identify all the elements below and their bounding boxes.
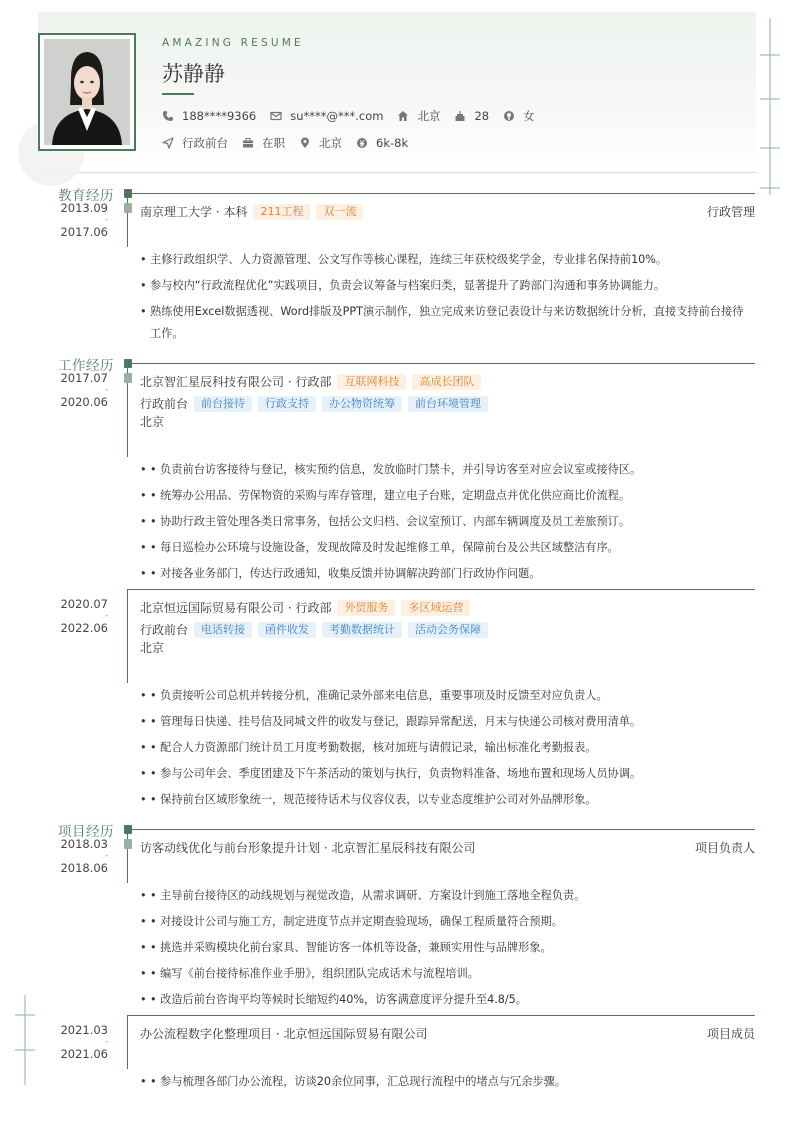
company-header (140, 599, 470, 616)
list-item: • • 协助行政主管处理各类日常事务，包括公文归档、会议室预订、内部车辆调度及员工差旅预订。 (140, 515, 631, 528)
email-item (270, 109, 383, 123)
salary-item (356, 136, 408, 150)
role-row (140, 395, 488, 412)
entry-divider (127, 1015, 755, 1016)
project-name: 办公流程数字化整理项目 · 北京恒远国际贸易有限公司 (140, 1027, 428, 1041)
major: 行政管理 (706, 205, 755, 219)
contact-info-row (162, 108, 549, 124)
date-dash: - (105, 611, 108, 620)
end-date: 2022.06 (60, 621, 108, 635)
company-name: 北京恒远国际贸易有限公司 · 行政部 (140, 601, 332, 615)
brand-text: AMAZING RESUME (162, 37, 304, 49)
entry-divider (127, 589, 755, 590)
start-date: 2018.03 (60, 837, 108, 851)
briefcase-icon (242, 137, 254, 149)
timeline-line (127, 1015, 128, 1069)
tag-badge: 高成长团队 (412, 374, 481, 390)
phone-text: 188****9366 (182, 109, 257, 123)
skill-badge: 考勤数据统计 (322, 622, 402, 638)
start-date: 2020.07 (60, 597, 108, 611)
skill-badge: 前台接待 (194, 396, 252, 412)
list-item: • • 配合人力资源部门统计员工月度考勤数据，核对加班与请假记录，输出标准化考勤报表。 (140, 741, 597, 754)
money-icon (356, 137, 368, 149)
list-item: • • 管理每日快递、挂号信及同城文件的收发与登记，跟踪异常配送，月末与快递公司核对费用清单。 (140, 715, 642, 728)
start-date: 2013.09 (60, 201, 108, 215)
skill-badge: 函件收发 (258, 622, 316, 638)
profile-photo-frame (38, 33, 136, 151)
status-text: 在职 (262, 136, 285, 150)
start-date: 2021.03 (60, 1023, 108, 1037)
school-header (140, 203, 363, 220)
end-date: 2018.06 (60, 861, 108, 875)
timeline-node (124, 203, 132, 213)
date-dash: - (105, 215, 108, 224)
city-item (299, 135, 342, 151)
city-text: 北京 (319, 136, 342, 150)
position-text: 行政前台 (182, 136, 228, 150)
project-role: 项目成员 (706, 1027, 755, 1041)
mail-icon (270, 110, 282, 122)
section-divider (127, 193, 755, 194)
name-underline (162, 93, 194, 95)
right-decorative-lines (760, 0, 790, 210)
tag-badge: 双一流 (316, 204, 363, 220)
timeline-line (127, 829, 128, 883)
position-item (162, 135, 228, 151)
skill-badge: 前台环境管理 (408, 396, 488, 412)
end-date: 2017.06 (60, 225, 108, 239)
timeline-line (127, 193, 128, 247)
section-divider (127, 829, 755, 830)
home-icon (397, 110, 409, 122)
list-item: • • 主导前台接待区的动线规划与视觉改造，从需求调研、方案设计到施工落地全程负责。 (140, 889, 586, 902)
tag-badge: 外贸服务 (337, 600, 395, 616)
list-item: • • 挑选并采购模块化前台家具、智能访客一体机等设备，兼顾实用性与品牌形象。 (140, 941, 552, 954)
role-row (140, 621, 488, 638)
timeline-line (127, 589, 128, 683)
list-item: • • 参与公司年会、季度团建及下午茶活动的策划与执行，负责物料准备、场地布置和现场人员协调。 (140, 767, 642, 780)
skill-badge: 办公物资统筹 (322, 396, 402, 412)
age-text: 28 (474, 109, 490, 123)
candidate-name: 苏静静 (162, 62, 225, 86)
tag-badge: 互联网科技 (337, 374, 406, 390)
end-date: 2021.06 (60, 1047, 108, 1061)
timeline-node (124, 839, 132, 849)
email-text: su****@***.com (290, 109, 384, 123)
date-dash: - (105, 851, 108, 860)
job-intent-row (162, 135, 422, 151)
skill-badge: 行政支持 (258, 396, 316, 412)
section-title-work: 工作经历 (58, 358, 114, 374)
role-title: 行政前台 (140, 623, 189, 637)
company-name: 北京智汇星辰科技有限公司 · 行政部 (140, 375, 332, 389)
work-city: 北京 (140, 415, 165, 429)
date-dash: - (105, 1037, 108, 1046)
project-role: 项目负责人 (694, 841, 755, 855)
list-item: • • 负责前台访客接待与登记，核实预约信息，发放临时门禁卡，并引导访客至对应会议室或接待区。 (140, 463, 642, 476)
company-header (140, 373, 481, 390)
list-item: • • 改造后前台咨询平均等候时长缩短约40%，访客满意度评分提升至4.8/5。 (140, 993, 527, 1006)
section-title-projects: 项目经历 (58, 824, 114, 840)
date-dash: - (105, 385, 108, 394)
phone-item (162, 109, 256, 123)
list-item: • • 参与梳理各部门办公流程，访谈20余位同事，汇总现行流程中的堵点与冗余步骤。 (140, 1075, 566, 1088)
left-decorative-lines (0, 990, 40, 1090)
list-item: • 熟练使用Excel数据透视、Word排版及PPT演示制作，独立完成来访登记表设计与来访数据统计分析，直接支持前台接待工作。 (140, 305, 744, 340)
list-item: • 参与校内“行政流程优化”实践项目，负责会议筹备与档案归类，显著提升了跨部门沟通和事务协调能力。 (140, 279, 666, 292)
status-item (242, 135, 285, 151)
location-pin-icon (299, 137, 311, 149)
list-item: • • 负责接听公司总机并转接分机，准确记录外部来电信息，重要事项及时反馈至对应负责人。 (140, 689, 608, 702)
list-item: • • 每日巡检办公环境与设施设备，发现故障及时发起维修工单，保障前台及公共区域整洁有序。 (140, 541, 619, 554)
age-item (454, 109, 489, 123)
school-name: 南京理工大学 · 本科 (140, 205, 248, 219)
skill-badge: 活动会务保障 (408, 622, 488, 638)
list-item: • • 保持前台区域形象统一，规范接待话术与仪容仪表，以专业态度维护公司对外品牌形象。 (140, 793, 597, 806)
work-city: 北京 (140, 641, 165, 655)
gender-text: 女 (523, 109, 535, 123)
cake-icon (454, 110, 466, 122)
home-item (397, 108, 440, 124)
end-date: 2020.06 (60, 395, 108, 409)
skill-badge: 电话转接 (194, 622, 252, 638)
section-title-education: 教育经历 (58, 188, 114, 204)
tag-badge: 211工程 (253, 204, 310, 220)
list-item: • • 对接各业务部门，传达行政通知，收集反馈并协调解决跨部门行政协作问题。 (140, 567, 541, 580)
start-date: 2017.07 (60, 371, 108, 385)
role-title: 行政前台 (140, 397, 189, 411)
gender-icon (503, 110, 515, 122)
tag-badge: 多区域运营 (401, 600, 470, 616)
list-item: • • 对接设计公司与施工方，制定进度节点并定期查验现场，确保工程质量符合预期。 (140, 915, 563, 928)
salary-text: 6k-8k (376, 136, 409, 150)
home-text: 北京 (417, 109, 441, 123)
list-item: • • 编写《前台接待标准作业手册》，组织团队完成话术与流程培训。 (140, 967, 479, 980)
project-name: 访客动线优化与前台形象提升计划 · 北京智汇星辰科技有限公司 (140, 841, 476, 855)
gender-item (503, 108, 535, 124)
timeline-node (124, 373, 132, 383)
list-item: • • 统筹办公用品、劳保物资的采购与库存管理，建立电子台账，定期盘点并优化供应商比价流程。 (140, 489, 631, 502)
phone-icon (162, 110, 174, 122)
send-icon (162, 137, 174, 149)
section-divider (127, 363, 755, 364)
avatar (44, 39, 130, 145)
list-item: • 主修行政组织学、人力资源管理、公文写作等核心课程，连续三年获校级奖学金，专业排名保持前10%。 (140, 253, 668, 266)
